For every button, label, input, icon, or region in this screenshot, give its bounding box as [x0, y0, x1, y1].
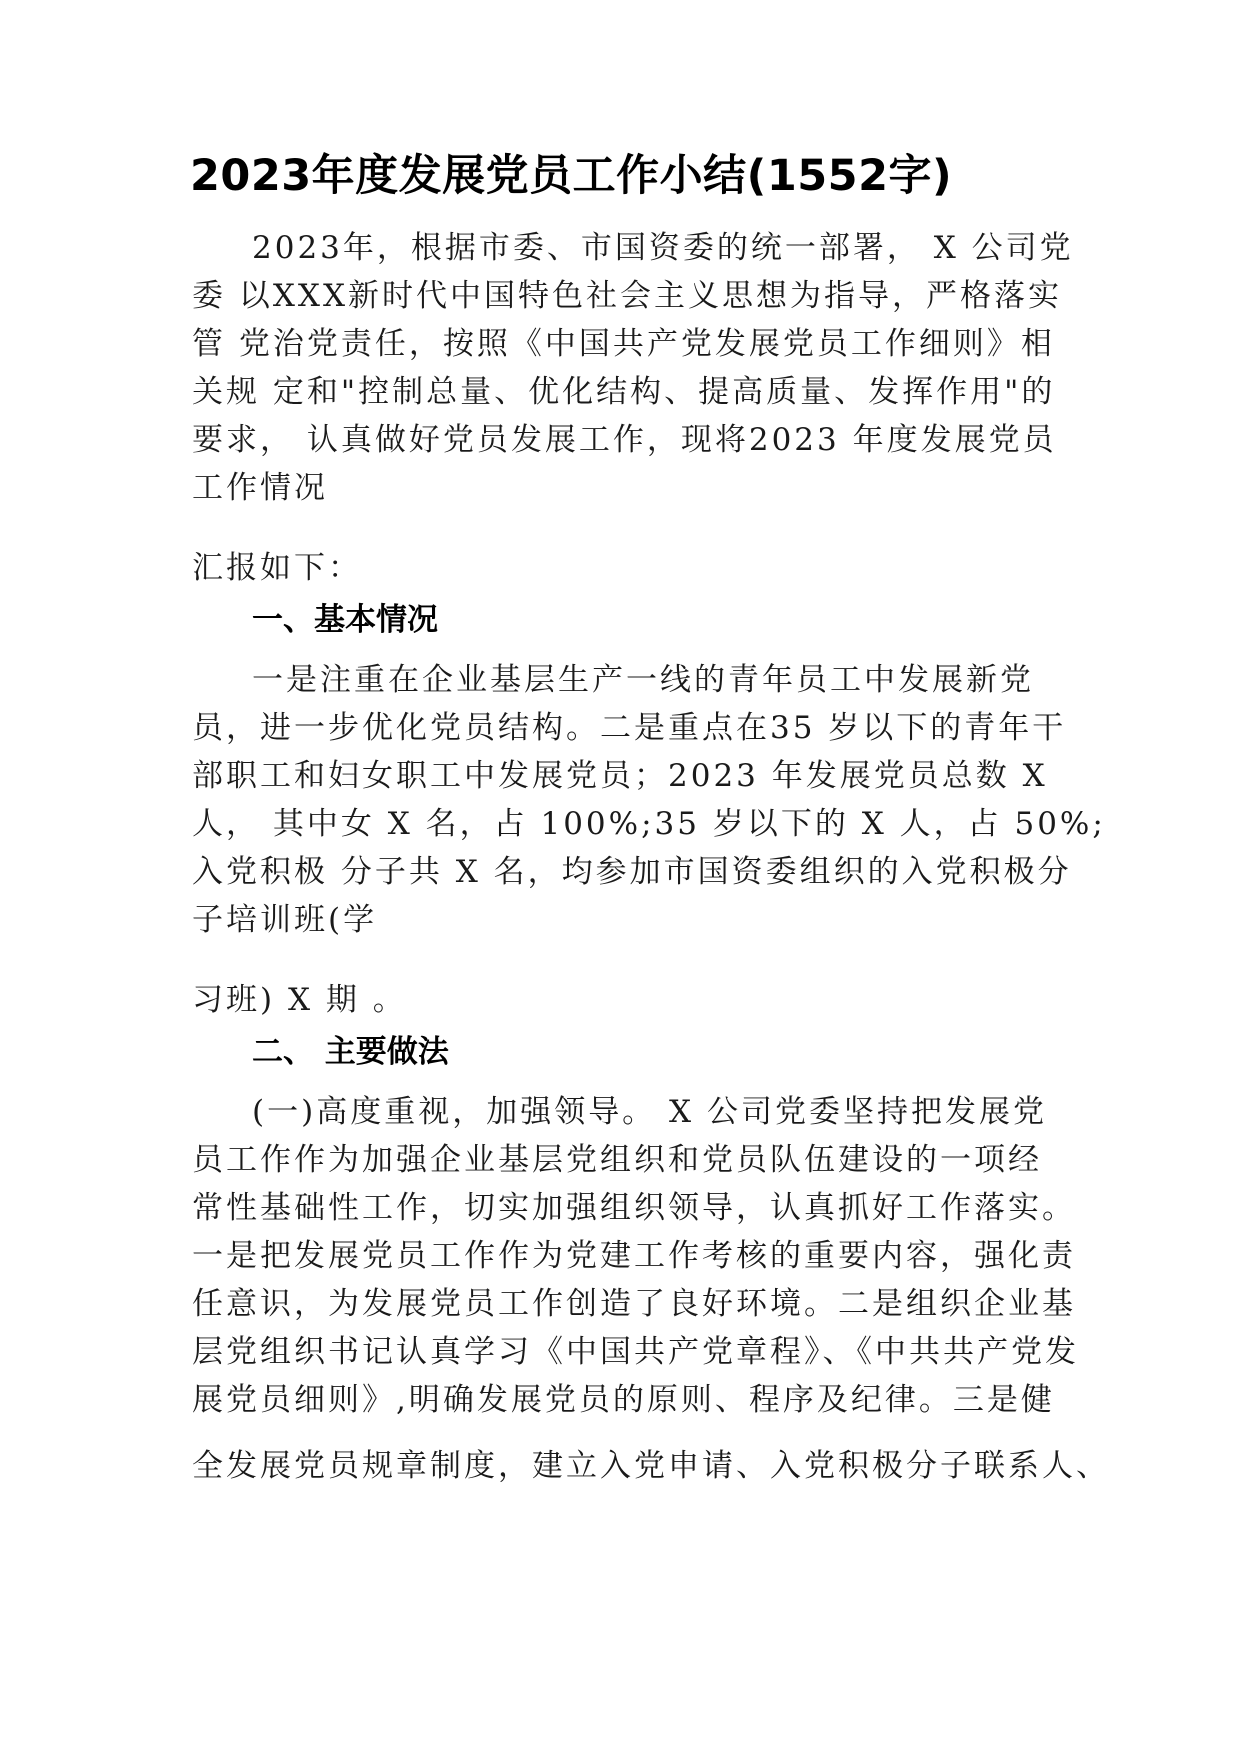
section2-line-7: 展党员细则》,明确发展党员的原则、程序及纪律。三是健 [192, 1382, 1055, 1418]
section2-line-5: 任意识，为发展党员工作创造了良好环境。二是组织企业基 [192, 1286, 1076, 1322]
section2-line-1: (一)高度重视，加强领导。 X 公司党委坚持把发展党 [252, 1094, 1047, 1130]
section1-line-2: 员，进一步优化党员结构。二是重点在35 岁以下的青年干 [192, 710, 1067, 746]
section1-line-6: 子培训班(学 [192, 902, 378, 938]
intro-line-1: 2023年，根据市委、市国资委的统一部署， X 公司党 [252, 230, 1074, 266]
section1-line-4: 人， 其中女 X 名，占 100%;35 岁以下的 X 人，占 50%; [192, 806, 1106, 842]
document-title: 2023年度发展党员工作小结(1552字) [190, 151, 953, 201]
section1-tail-line: 习班) X 期 。 [192, 982, 407, 1018]
section2-line-4: 一是把发展党员工作作为党建工作考核的重要内容，强化责 [192, 1238, 1076, 1274]
section2-line-6: 层党组织书记认真学习《中国共产党章程》、《中共共产党发 [192, 1334, 1079, 1370]
section-heading-basic: 一、基本情况 [252, 602, 438, 638]
report-line: 汇报如下： [192, 550, 362, 586]
section2-line-2: 员工作作为加强企业基层党组织和党员队伍建设的一项经 [192, 1142, 1042, 1178]
section-heading-methods: 二、 主要做法 [252, 1034, 449, 1070]
intro-line-6: 工作情况 [192, 470, 328, 506]
intro-line-4: 关规 定和"控制总量、优化结构、提高质量、发挥作用"的 [192, 374, 1056, 410]
section1-line-3: 部职工和妇女职工中发展党员；2023 年发展党员总数 X [192, 758, 1048, 794]
section2-tail-line: 全发展党员规章制度，建立入党申请、入党积极分子联系人、 [192, 1448, 1110, 1484]
section2-line-3: 常性基础性工作，切实加强组织领导，认真抓好工作落实。 [192, 1190, 1076, 1226]
intro-line-3: 管 党治党责任，按照《中国共产党发展党员工作细则》相 [192, 326, 1055, 362]
section1-line-1: 一是注重在企业基层生产一线的青年员工中发展新党 [252, 662, 1034, 698]
intro-line-2: 委 以XXX新时代中国特色社会主义思想为指导，严格落实 [192, 278, 1063, 314]
section1-line-5: 入党积极 分子共 X 名，均参加市国资委组织的入党积极分 [192, 854, 1072, 890]
intro-line-5: 要求， 认真做好党员发展工作，现将2023 年度发展党员 [192, 422, 1057, 458]
